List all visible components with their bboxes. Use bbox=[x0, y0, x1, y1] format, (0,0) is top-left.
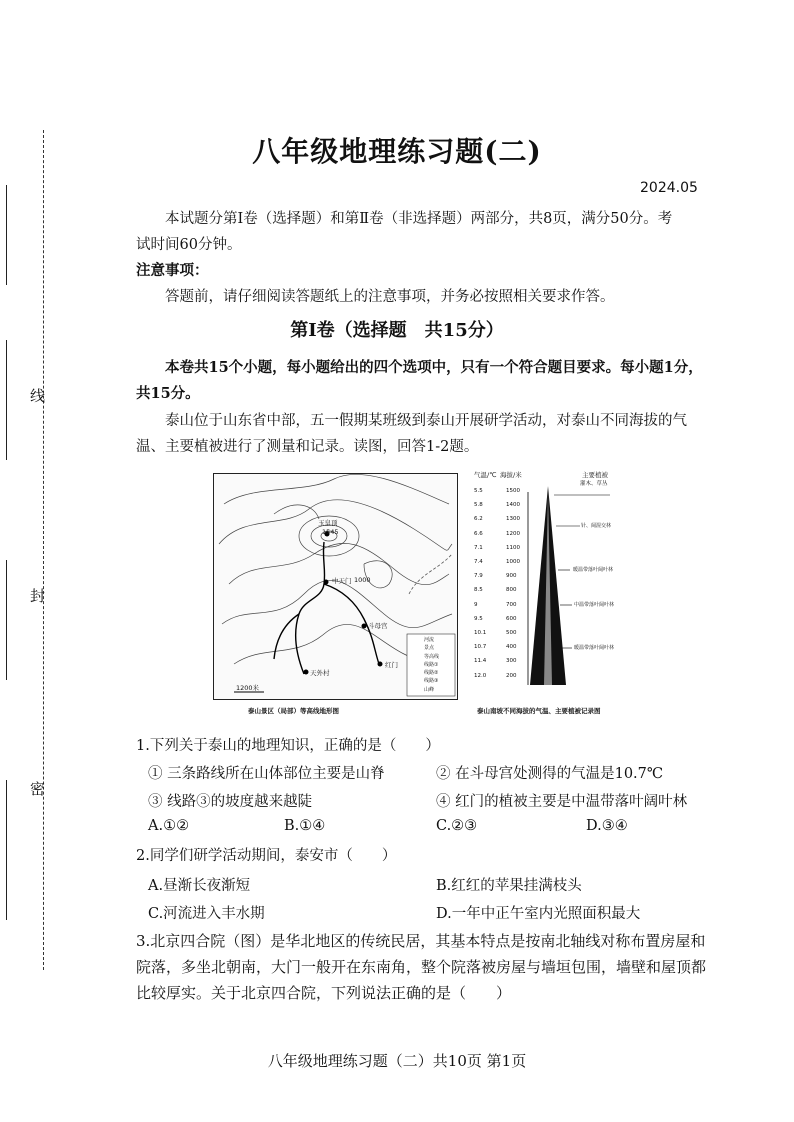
chart-alt-tick: 1500 bbox=[506, 488, 520, 494]
map-legend-item: 景点 bbox=[424, 645, 435, 652]
chart-temp-tick: 9.5 bbox=[474, 615, 483, 622]
q3-line-1: 3.北京四合院（图）是华北地区的传统民居，其基本特点是按南北轴线对称布置房屋和 bbox=[136, 932, 706, 950]
map-scale-label: 1200米 bbox=[236, 684, 260, 692]
map-legend bbox=[424, 636, 439, 694]
chart-alt-tick: 1100 bbox=[506, 544, 520, 551]
altitude-vegetation-chart bbox=[470, 470, 635, 695]
context-line-2: 温、主要植被进行了测量和记录。读图，回答1-2题。 bbox=[136, 439, 479, 455]
section-desc-line-2: 共15分。 bbox=[136, 385, 200, 402]
chart-alt-tick: 1000 bbox=[506, 559, 520, 565]
q1-statement-1: ① 三条路线所在山体部位主要是山脊 bbox=[148, 766, 385, 782]
map-label-tianwai: 天外村 bbox=[310, 669, 330, 677]
context-line-1: 泰山位于山东省中部，五一假期某班级到泰山开展研学活动，对泰山不同海拔的气 bbox=[165, 413, 687, 429]
chart-temp-tick: 7.9 bbox=[474, 573, 483, 580]
chart-temp-tick: 12.0 bbox=[474, 672, 487, 679]
q3-line-2: 院落，多坐北朝南，大门一般开在东南角，整个院落被房屋与墙垣包围，墙壁和屋顶都 bbox=[136, 958, 707, 976]
margin-blank-line bbox=[6, 780, 7, 920]
margin-blank-line bbox=[6, 185, 7, 285]
notice-heading: 注意事项： bbox=[136, 262, 209, 279]
chart-temp-tick: 11.4 bbox=[474, 658, 487, 665]
margin-char-mi: 密 bbox=[30, 780, 46, 798]
chart-alt-tick: 300 bbox=[506, 658, 517, 665]
chart-alt-tick: 900 bbox=[506, 573, 517, 580]
chart-temp-tick: 9 bbox=[474, 601, 478, 608]
map-legend-item: 河流 bbox=[424, 637, 435, 643]
chart-header-veg-sub: 灌木、草丛 bbox=[580, 481, 608, 487]
chart-alt-tick: 600 bbox=[506, 615, 517, 622]
q1-statement-3: ③ 线路③的坡度越来越陡 bbox=[148, 794, 313, 810]
contour-map bbox=[213, 473, 458, 700]
q2-stem: 2.同学们研学活动期间，泰安市（ ） bbox=[136, 848, 397, 864]
section-desc-line-1: 本卷共15个小题，每小题给出的四个选项中，只有一个符合题目要求。每小题1分， bbox=[165, 359, 703, 376]
q2-option-d[interactable]: D.一年中正午室内光照面积最大 bbox=[436, 906, 641, 922]
map-legend-item: 山峰 bbox=[424, 686, 435, 693]
map-legend-item: 线路② bbox=[424, 670, 439, 677]
chart-alt-tick: 700 bbox=[506, 601, 517, 608]
chart-temp-tick: 5.5 bbox=[474, 488, 483, 494]
intro-line-1: 本试题分第Ⅰ卷（选择题）和第Ⅱ卷（非选择题）两部分，共8页，满分50分。考 bbox=[165, 211, 673, 227]
chart-alt-tick: 800 bbox=[506, 587, 517, 594]
q2-option-b[interactable]: B.红红的苹果挂满枝头 bbox=[436, 878, 582, 894]
map-caption: 泰山景区（局部）等高线地形图 bbox=[248, 707, 339, 715]
q1-stem: 1.下列关于泰山的地理知识，正确的是（ ） bbox=[136, 738, 440, 754]
chart-alt-tick: 200 bbox=[506, 672, 517, 679]
intro-line-2: 试时间60分钟。 bbox=[136, 237, 242, 253]
veg-label: 暖温带落叶阔叶林 bbox=[573, 567, 614, 573]
chart-temp-tick: 6.2 bbox=[474, 516, 483, 523]
q1-option-d[interactable]: D.③④ bbox=[586, 818, 628, 834]
chart-temp-tick: 6.6 bbox=[474, 530, 483, 537]
margin-char-xian: 线 bbox=[30, 387, 46, 405]
chart-temp-tick: 10.7 bbox=[474, 644, 487, 651]
margin-blank-line bbox=[6, 340, 7, 460]
page-title: 八年级地理练习题(二) bbox=[252, 135, 542, 168]
chart-header-alt: 海拔/米 bbox=[500, 471, 522, 479]
chart-temp-tick: 7.4 bbox=[474, 559, 483, 565]
map-legend-item: 线路① bbox=[424, 661, 439, 668]
chart-alt-tick: 1400 bbox=[506, 502, 520, 509]
veg-label: 针、阔混交林 bbox=[581, 523, 612, 529]
section-title: 第Ⅰ卷（选择题 共15分） bbox=[290, 320, 504, 341]
margin-blank-line bbox=[6, 560, 7, 680]
chart-alt-tick: 1300 bbox=[506, 516, 520, 523]
map-label-mid-height: 1000 bbox=[354, 576, 371, 584]
map-label-doumu: 斗母宫 bbox=[368, 622, 388, 630]
q1-option-a[interactable]: A.①② bbox=[148, 818, 190, 834]
binding-dashed-line bbox=[43, 130, 44, 970]
q2-option-a[interactable]: A.昼渐长夜渐短 bbox=[148, 878, 251, 894]
margin-char-feng: 封 bbox=[30, 587, 46, 605]
q1-option-c[interactable]: C.②③ bbox=[436, 818, 478, 834]
q3-line-3: 比较厚实。关于北京四合院，下列说法正确的是（ ） bbox=[136, 984, 512, 1002]
chart-caption: 泰山南坡不同海拔的气温、主要植被记录图 bbox=[477, 707, 601, 715]
chart-temp-tick: 10.1 bbox=[474, 630, 487, 636]
q2-option-c[interactable]: C.河流进入丰水期 bbox=[148, 906, 265, 922]
map-label-hongmen: 红门 bbox=[385, 661, 398, 669]
chart-temp-tick: 5.8 bbox=[474, 502, 483, 509]
exam-date: 2024.05 bbox=[640, 180, 698, 196]
notice-text: 答题前，请仔细阅读答题纸上的注意事项，并务必按照相关要求作答。 bbox=[165, 289, 615, 305]
chart-header-temp: 气温/℃ bbox=[474, 471, 497, 479]
q1-option-b[interactable]: B.①④ bbox=[284, 818, 326, 834]
chart-ticks bbox=[470, 470, 530, 695]
page-footer: 八年级地理练习题（二）共10页 第1页 bbox=[267, 1052, 527, 1070]
chart-header-veg: 主要植被 bbox=[582, 471, 608, 479]
chart-alt-tick: 1200 bbox=[506, 530, 520, 537]
contour-map-drawing bbox=[214, 474, 457, 699]
map-label-peak: 玉皇顶 bbox=[318, 519, 338, 527]
veg-label: 暖温带落叶阔叶林 bbox=[574, 645, 615, 651]
q1-statement-4: ④ 红门的植被主要是中温带落叶阔叶林 bbox=[436, 794, 688, 810]
chart-alt-tick: 400 bbox=[506, 644, 517, 651]
map-label-mid: 中天门 bbox=[332, 577, 352, 585]
q1-statement-2: ② 在斗母宫处测得的气温是10.7℃ bbox=[436, 766, 664, 782]
veg-label: 中温带落叶阔叶林 bbox=[574, 602, 615, 608]
map-label-peak-height: 1545 bbox=[322, 528, 339, 536]
chart-temp-tick: 7.1 bbox=[474, 544, 483, 551]
map-legend-item: 等高线 bbox=[424, 653, 440, 660]
map-legend-item: 线路③ bbox=[424, 678, 439, 685]
chart-temp-tick: 8.5 bbox=[474, 587, 483, 594]
chart-alt-tick: 500 bbox=[506, 630, 517, 636]
